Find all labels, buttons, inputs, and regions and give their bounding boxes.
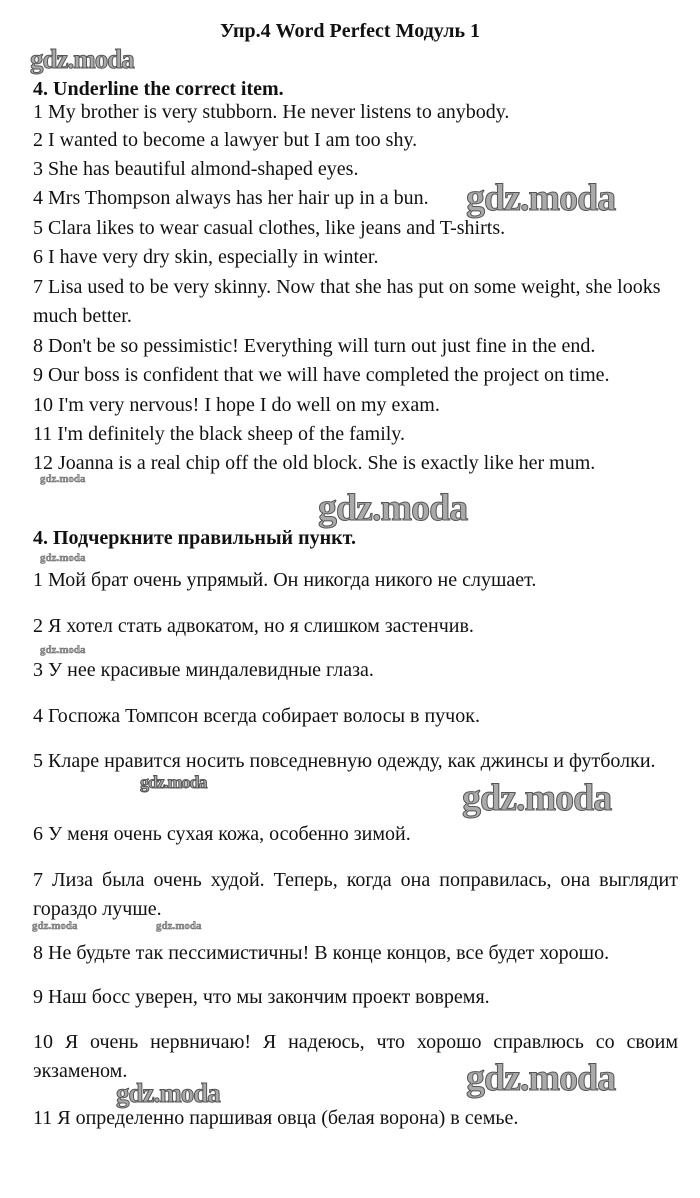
english-item: 7 Lisa used to be very skinny. Now that she has put on some weight, she looks much better.	[33, 276, 661, 327]
watermark: gdz.moda	[116, 1078, 220, 1108]
watermark: gdz.moda	[140, 772, 207, 792]
english-item: 5 Clara likes to wear casual clothes, like jeans and T-shirts.	[33, 217, 506, 239]
english-item: 1 My brother is very stubborn. He never listens to anybody.	[33, 101, 510, 123]
watermark: gdz.moda	[32, 920, 78, 932]
english-item: 4 Mrs Thompson always has her hair up in a bun.	[33, 187, 429, 209]
english-item: 10 I'm very nervous! I hope I do well on my exam.	[33, 394, 440, 416]
english-heading: 4. Underline the correct item.	[33, 78, 284, 100]
russian-item: 5 Кларе нравится носить повседневную одежду, как джинсы и футболки.	[33, 750, 656, 772]
watermark: gdz.moda	[40, 644, 86, 656]
english-item: 12 Joanna is a real chip off the old block. She is exactly like her mum.	[33, 452, 596, 474]
russian-item: 2 Я хотел стать адвокатом, но я слишком застенчив.	[33, 615, 474, 637]
watermark: gdz.moda	[466, 177, 616, 219]
english-item: 6 I have very dry skin, especially in winter.	[33, 246, 379, 268]
russian-heading: 4. Подчеркните правильный пункт.	[33, 527, 356, 549]
page-title: Упр.4 Word Perfect Модуль 1	[219, 20, 481, 42]
watermark: gdz.moda	[156, 920, 202, 932]
english-item: 3 She has beautiful almond-shaped eyes.	[33, 158, 359, 180]
english-item: 11 I'm definitely the black sheep of the family.	[33, 423, 406, 445]
watermark: gdz.moda	[466, 1057, 616, 1099]
russian-item: 3 У нее красивые миндалевидные глаза.	[33, 659, 374, 681]
watermark: gdz.moda	[30, 44, 134, 74]
russian-item: 8 Не будьте так пессимистичны! В конце концов, все будет хорошо.	[33, 942, 610, 964]
russian-item: 9 Наш босс уверен, что мы закончим проект вовремя.	[33, 986, 490, 1008]
english-item: 9 Our boss is confident that we will have completed the project on time.	[33, 364, 610, 386]
russian-item: 10 Я очень нервничаю! Я надеюсь, что хорошо справлюсь со своим экзаменом.	[33, 1031, 678, 1082]
watermark: gdz.moda	[318, 487, 468, 529]
watermark: gdz.moda	[40, 552, 86, 564]
russian-item: 7 Лиза была очень худой. Теперь, когда она поправилась, она выглядит гораздо лучше.	[33, 869, 678, 920]
watermark: gdz.moda	[462, 777, 612, 819]
english-item: 2 I wanted to become a lawyer but I am too shy.	[33, 129, 418, 151]
english-item: 8 Don't be so pessimistic! Everything will turn out just fine in the end.	[33, 335, 596, 357]
watermark: gdz.moda	[40, 473, 86, 485]
russian-item: 4 Госпожа Томпсон всегда собирает волосы в пучок.	[33, 705, 480, 727]
russian-item: 6 У меня очень сухая кожа, особенно зимой.	[33, 823, 411, 845]
russian-item: 11 Я определенно паршивая овца (белая ворона) в семье.	[33, 1107, 519, 1129]
russian-item: 1 Мой брат очень упрямый. Он никогда никого не слушает.	[33, 569, 537, 591]
